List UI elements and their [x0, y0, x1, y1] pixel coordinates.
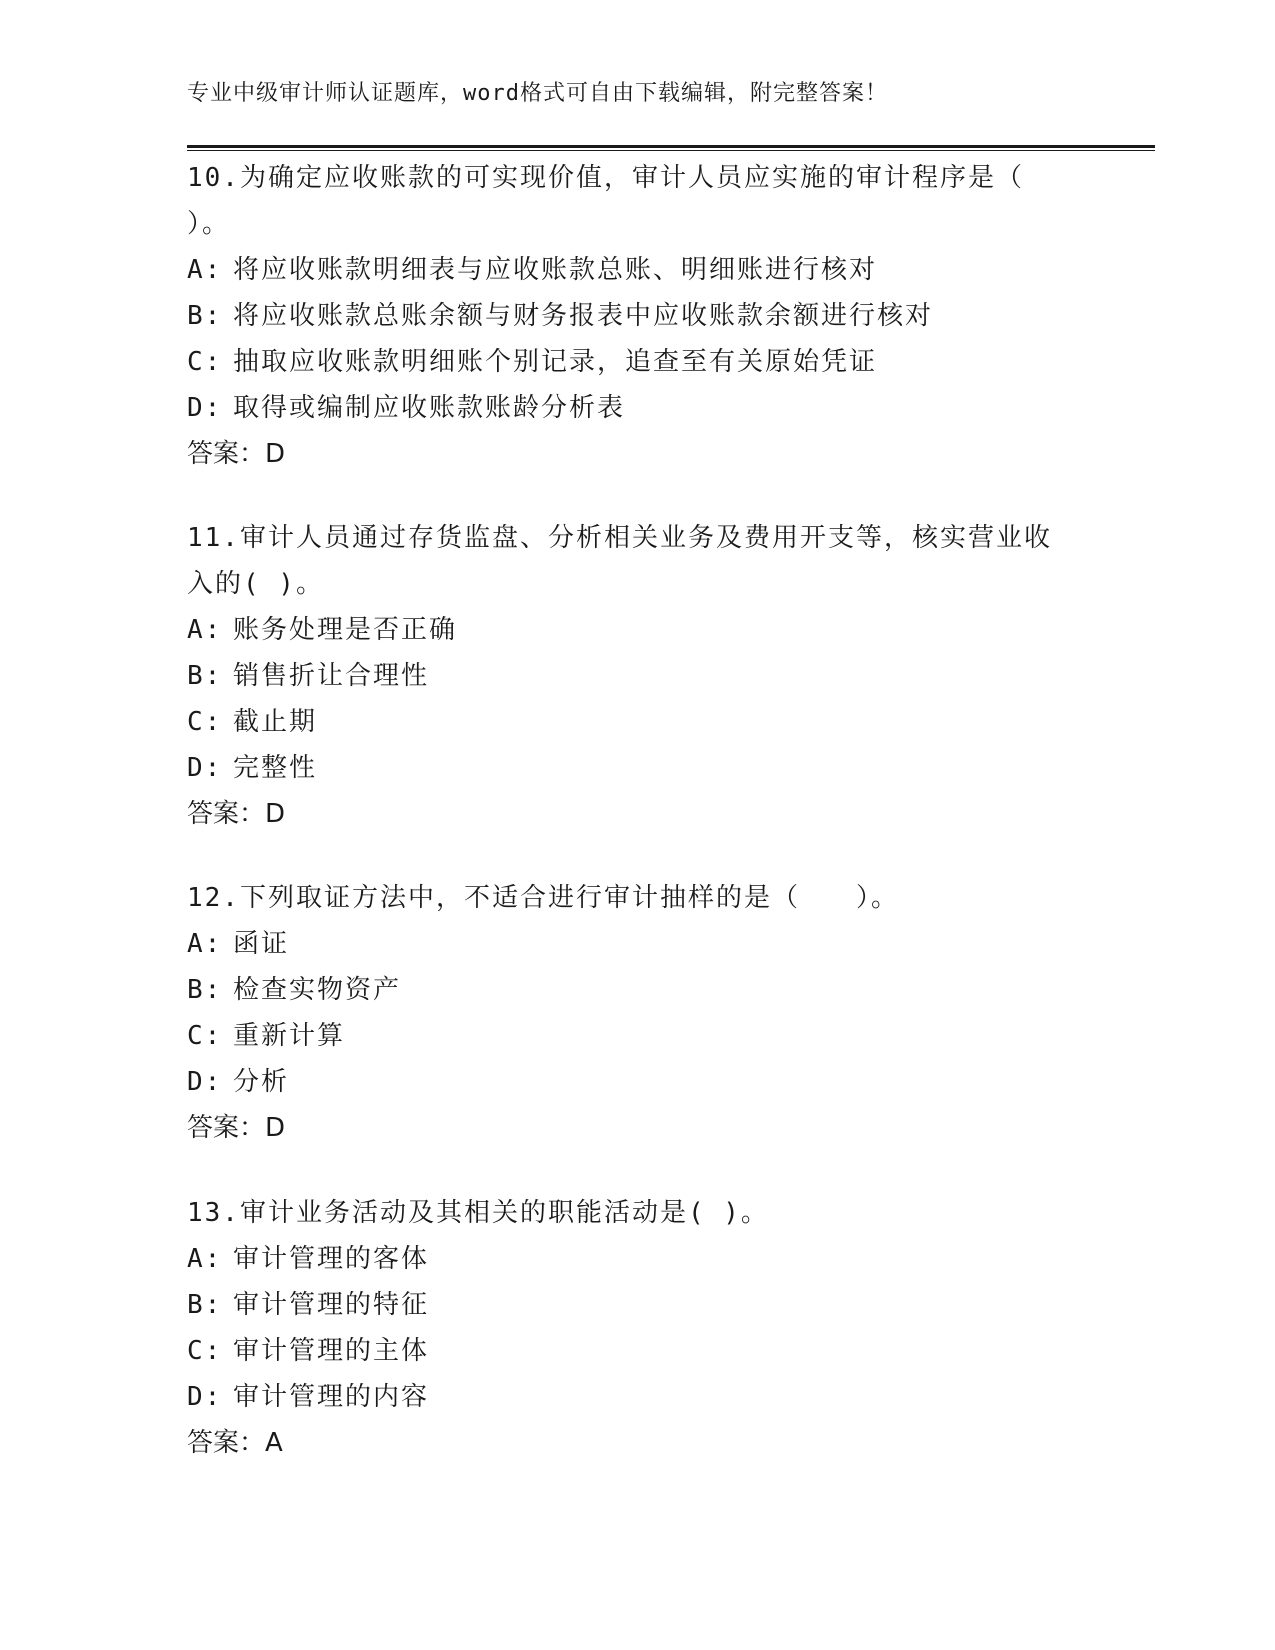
- option-letter: C:: [187, 347, 223, 377]
- option-d: [187, 1059, 1087, 1105]
- option-letter: C:: [187, 1021, 223, 1051]
- option-c: [187, 339, 1087, 385]
- option-c: [187, 1013, 1087, 1059]
- header-divider-thin: [187, 150, 1155, 151]
- option-d: [187, 745, 1087, 791]
- option-text: 分析: [233, 1067, 290, 1097]
- question-stem: ）。: [187, 209, 231, 239]
- option-b: [187, 293, 1087, 339]
- option-a: [187, 921, 1087, 967]
- header-divider: [187, 145, 1155, 148]
- question-stem: 12.下列取证方法中，不适合进行审计抽样的是（ ）。: [187, 883, 899, 913]
- option-text: 抽取应收账款明细账个别记录，追查至有关原始凭证: [233, 347, 878, 377]
- option-text: 取得或编制应收账款账龄分析表: [233, 393, 626, 423]
- option-c: [187, 699, 1087, 745]
- option-b: [187, 967, 1087, 1013]
- question-13: [187, 1190, 1087, 1466]
- question-stem: 13.审计业务活动及其相关的职能活动是( )。: [187, 1198, 769, 1228]
- option-letter: D:: [187, 753, 223, 783]
- option-letter: D:: [187, 1067, 223, 1097]
- option-text: 审计管理的主体: [233, 1336, 430, 1366]
- question-stem: 入的( )。: [187, 569, 324, 599]
- question-12: [187, 875, 1087, 1151]
- option-letter: A:: [187, 255, 223, 285]
- option-text: 销售折让合理性: [233, 661, 430, 691]
- question-10: [187, 155, 1087, 477]
- option-text: 重新计算: [233, 1021, 346, 1051]
- option-a: [187, 1236, 1087, 1282]
- option-text: 完整性: [233, 753, 318, 783]
- option-text: 将应收账款总账余额与财务报表中应收账款余额进行核对: [233, 301, 934, 331]
- option-c: [187, 1328, 1087, 1374]
- option-letter: C:: [187, 707, 223, 737]
- option-a: [187, 607, 1087, 653]
- option-b: [187, 1282, 1087, 1328]
- option-text: 截止期: [233, 707, 318, 737]
- answer-line: 答案：D: [187, 1113, 286, 1143]
- option-text: 检查实物资产: [233, 975, 402, 1005]
- option-letter: B:: [187, 301, 223, 331]
- option-letter: D:: [187, 1382, 223, 1412]
- option-b: [187, 653, 1087, 699]
- option-text: 函证: [233, 929, 290, 959]
- option-letter: B:: [187, 661, 223, 691]
- option-letter: D:: [187, 393, 223, 423]
- option-letter: B:: [187, 975, 223, 1005]
- question-stem: 10.为确定应收账款的可实现价值，审计人员应实施的审计程序是（: [187, 163, 1024, 193]
- answer-line: 答案：D: [187, 799, 286, 829]
- option-letter: A:: [187, 615, 223, 645]
- question-11: [187, 515, 1087, 837]
- answer-line: 答案：D: [187, 439, 286, 469]
- question-stem: 11.审计人员通过存货监盘、分析相关业务及费用开支等，核实营业收: [187, 523, 1052, 553]
- option-d: [187, 1374, 1087, 1420]
- option-d: [187, 385, 1087, 431]
- option-letter: A:: [187, 929, 223, 959]
- option-text: 审计管理的客体: [233, 1244, 430, 1274]
- option-letter: C:: [187, 1336, 223, 1366]
- option-letter: B:: [187, 1290, 223, 1320]
- answer-line: 答案：A: [187, 1428, 283, 1458]
- page-header: 专业中级审计师认证题库，word格式可自由下载编辑，附完整答案！: [187, 81, 888, 106]
- option-text: 审计管理的内容: [233, 1382, 430, 1412]
- option-text: 账务处理是否正确: [233, 615, 458, 645]
- option-text: 将应收账款明细表与应收账款总账、明细账进行核对: [233, 255, 878, 285]
- option-a: [187, 247, 1087, 293]
- option-letter: A:: [187, 1244, 223, 1274]
- option-text: 审计管理的特征: [233, 1290, 430, 1320]
